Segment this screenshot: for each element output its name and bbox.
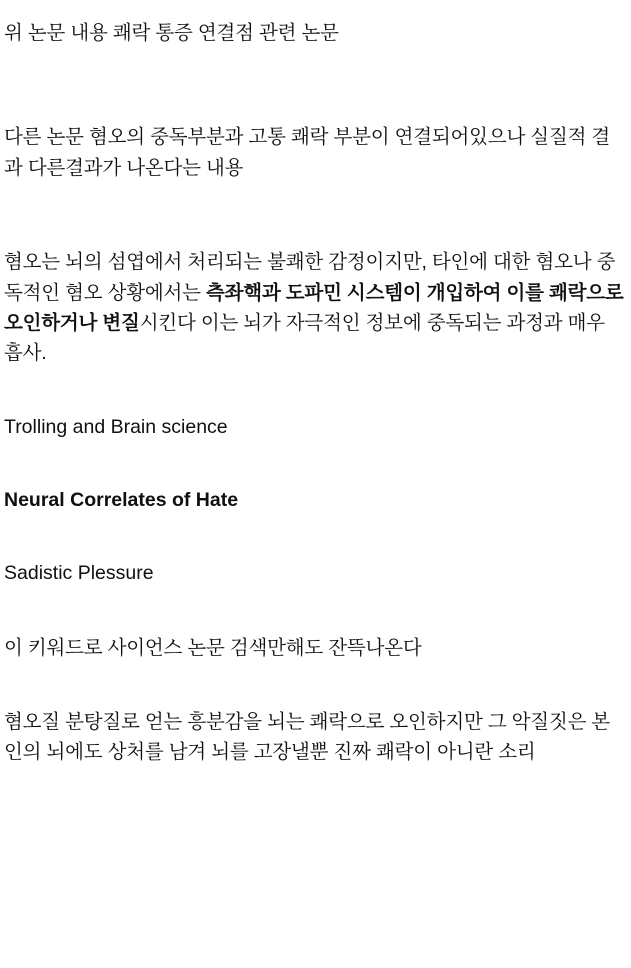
spacer: [4, 442, 627, 486]
paragraph-explanation: [4, 247, 627, 369]
keyword-trolling-brain-science: Trolling and Brain science: [4, 415, 228, 438]
paragraph-closing: 혐오질 분탕질로 얻는 흥분감을 뇌는 쾌락으로 오인하지만 그 악질짓은 본인의 뇌에도 상처를 남겨 뇌를 고장낼뿐 진짜 쾌락이 아니란 소리: [4, 711, 611, 764]
paragraph-intro: 위 논문 내용 쾌락 통증 연결점 관련 논문: [4, 22, 339, 44]
spacer: [4, 48, 627, 122]
spacer: [4, 183, 627, 247]
paragraph-search-note: 이 키워드로 사이언스 논문 검색만해도 잔뜩나온다: [4, 636, 422, 659]
explanation-part-2-emphasis: 측좌핵과 도파민 시스템이 개입하여 이를 쾌락으로 오인하거나 변질: [4, 281, 624, 335]
explanation-part-3: 시킨다 이는 뇌가 자극적인 정보에 중독되는 과정과 매우 흡사.: [4, 312, 605, 365]
spacer: [4, 515, 627, 559]
explanation-part-1: 혐오는 뇌의 섬엽에서 처리되는 불쾌한 감정이지만, 타인에 대한 혐오나 중독적인 혐오 상황에서는: [4, 251, 616, 304]
keyword-neural-correlates-of-hate: Neural Correlates of Hate: [4, 489, 239, 512]
spacer: [4, 369, 627, 413]
spacer: [4, 589, 627, 633]
spacer: [4, 663, 627, 707]
paragraph-other-paper: 다른 논문 혐오의 중독부분과 고통 쾌락 부분이 연결되어있으나 실질적 결과 다른결과가 나온다는 내용: [4, 126, 611, 179]
keyword-sadistic-plessure: Sadistic Plessure: [4, 562, 154, 585]
